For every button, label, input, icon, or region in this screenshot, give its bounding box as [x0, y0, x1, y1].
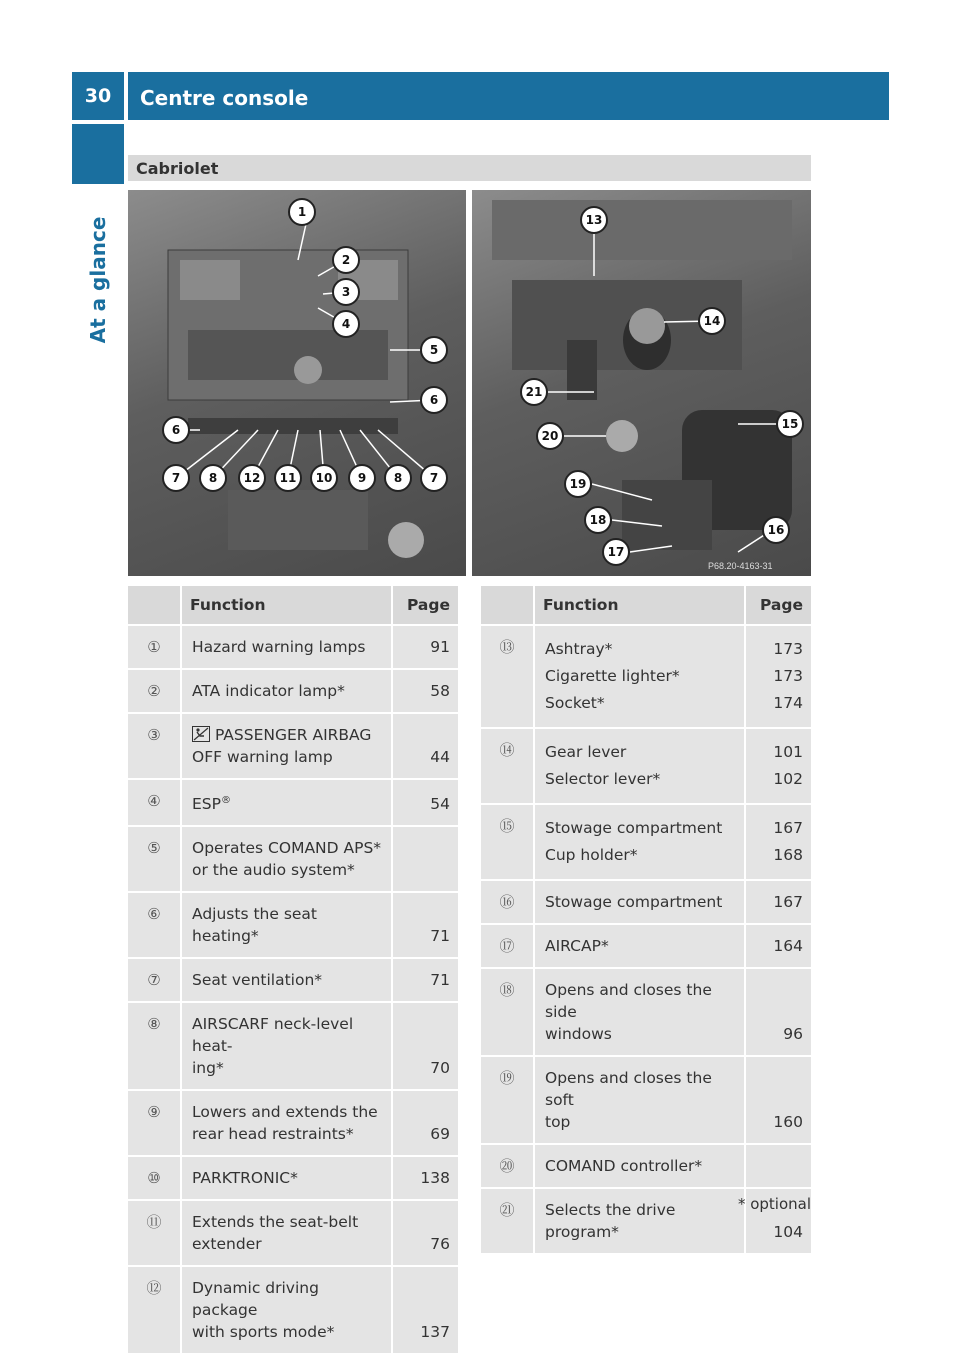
item-number: ⑫: [128, 1267, 180, 1353]
header-number: [481, 586, 533, 624]
item-page: 71: [391, 959, 458, 1001]
function-text: Seat ventilation*: [192, 971, 323, 990]
side-tab-marker: [72, 124, 124, 184]
page-ref: 174: [773, 694, 803, 712]
airbag-off-icon: [192, 726, 210, 742]
table-row: [481, 1057, 811, 1143]
header-function: Function: [180, 586, 391, 624]
table-row: [128, 626, 458, 668]
item-page: [744, 626, 811, 727]
table-row: [481, 969, 811, 1055]
function-text-line: AIRSCARF neck-level heat-: [192, 1015, 354, 1056]
section-title: Cabriolet: [128, 155, 811, 181]
header-function: Function: [533, 586, 744, 624]
page-number: 30: [72, 72, 124, 120]
table-row: [128, 1003, 458, 1089]
table-row: [128, 1091, 458, 1155]
callout-21: 21: [520, 378, 548, 406]
item-number: ⑲: [481, 1057, 533, 1143]
page-ref: 102: [773, 770, 803, 788]
centre-console-photo-rear: [472, 190, 811, 576]
item-function: [533, 729, 744, 803]
item-number: ⑰: [481, 925, 533, 967]
table-row: [481, 729, 811, 803]
item-function: AIRCAP*: [533, 925, 744, 967]
item-function: [180, 714, 391, 778]
callout-9: 9: [348, 464, 376, 492]
item-function: [180, 1267, 391, 1353]
item-number: ⑤: [128, 827, 180, 891]
item-page: [391, 827, 458, 891]
table-row: [128, 893, 458, 957]
function-text-line: Cigarette lighter*: [545, 667, 680, 685]
item-function: [180, 780, 391, 825]
side-tab: [72, 190, 124, 370]
item-function: COMAND controller*: [533, 1145, 744, 1187]
side-tab-label: At a glance: [86, 216, 110, 344]
callout-19: 19: [564, 470, 592, 498]
item-function: Selects the drive program*: [533, 1189, 744, 1253]
function-text-line: Selector lever*: [545, 770, 661, 788]
page-ref: 101: [773, 743, 803, 761]
function-text: PARKTRONIC*: [192, 1169, 298, 1188]
function-text: ATA indicator lamp*: [192, 682, 345, 700]
item-number: ⑯: [481, 881, 533, 923]
item-number: ⑧: [128, 1003, 180, 1089]
item-number: ⑩: [128, 1157, 180, 1199]
callout-20: 20: [536, 422, 564, 450]
callout-16: 16: [762, 516, 790, 544]
callout-6-left: 6: [162, 416, 190, 444]
table-row: [128, 959, 458, 1001]
table-row: [128, 827, 458, 891]
table-row: [481, 626, 811, 727]
item-page: 70: [391, 1003, 458, 1089]
item-page: 137: [391, 1267, 458, 1353]
item-number: ⑭: [481, 729, 533, 803]
function-table-left: [128, 584, 458, 1355]
callout-8-right: 8: [384, 464, 412, 492]
item-function: [533, 626, 744, 727]
page-ref: 167: [773, 819, 803, 837]
item-page: 164: [744, 925, 811, 967]
item-number: ⑮: [481, 805, 533, 879]
callout-4: 4: [332, 310, 360, 338]
header-page: Page: [391, 586, 458, 624]
item-function: [180, 1091, 391, 1155]
function-text-line: rear head restraints*: [192, 1125, 354, 1144]
item-number: ②: [128, 670, 180, 712]
callout-14: 14: [698, 307, 726, 335]
item-function: [180, 626, 391, 668]
item-function: Stowage compartment: [533, 881, 744, 923]
header-number: [128, 586, 180, 624]
photo-illustration: [128, 190, 466, 576]
function-table-right: [481, 584, 811, 1255]
function-text-line: Socket*: [545, 694, 605, 712]
function-text-line: Stowage compartment: [545, 819, 723, 837]
callout-10: 10: [310, 464, 338, 492]
function-text-line: Ashtray*: [545, 640, 613, 658]
function-text-line: Gear lever: [545, 743, 627, 761]
item-page: 167: [744, 881, 811, 923]
callout-1: 1: [288, 198, 316, 226]
function-text-line: windows: [545, 1025, 612, 1043]
item-page: 76: [391, 1201, 458, 1265]
centre-console-photo-front: [128, 190, 466, 576]
page-ref: 173: [773, 667, 803, 685]
item-page: 91: [391, 626, 458, 668]
callout-15: 15: [776, 410, 804, 438]
table-row: [481, 1145, 811, 1187]
function-text: Hazard warning lamps: [192, 638, 366, 656]
item-function: [533, 1057, 744, 1143]
item-function: [180, 1201, 391, 1265]
callout-7-right: 7: [420, 464, 448, 492]
item-function: [533, 805, 744, 879]
item-number: ③: [128, 714, 180, 778]
item-function: [180, 670, 391, 712]
item-function: [180, 893, 391, 957]
item-page: 69: [391, 1091, 458, 1155]
table-row: [128, 1201, 458, 1265]
function-text-line: Dynamic driving package: [192, 1279, 319, 1320]
item-page: [744, 1145, 811, 1187]
item-number: ⑬: [481, 626, 533, 727]
function-text-line: Lowers and extends the: [192, 1103, 378, 1122]
function-text-line: top: [545, 1113, 571, 1131]
function-text-line: Opens and closes the side: [545, 981, 712, 1021]
function-text-line: OFF warning lamp: [192, 748, 333, 766]
photo-code: P68.20-4163-31: [708, 561, 773, 571]
item-page: 160: [744, 1057, 811, 1143]
item-function: [180, 1003, 391, 1089]
table-header-row: [128, 586, 458, 624]
function-text-line: Operates COMAND APS*: [192, 839, 382, 858]
registered-mark: ®: [220, 795, 231, 806]
function-text: Adjusts the seat heating*: [192, 905, 318, 946]
item-number: ⑳: [481, 1145, 533, 1187]
callout-2: 2: [332, 246, 360, 274]
function-text: [192, 724, 385, 746]
item-number: ⑪: [128, 1201, 180, 1265]
callout-13: 13: [580, 206, 608, 234]
callout-12: 12: [238, 464, 266, 492]
callout-5: 5: [420, 336, 448, 364]
function-text: ESP: [192, 795, 221, 814]
item-number: ⑦: [128, 959, 180, 1001]
callout-6-right: 6: [420, 386, 448, 414]
item-page: [744, 729, 811, 803]
table-row: [128, 670, 458, 712]
page-title: Centre console: [128, 72, 889, 120]
item-page: 96: [744, 969, 811, 1055]
callout-8-left: 8: [199, 464, 227, 492]
callout-11: 11: [274, 464, 302, 492]
item-number: ⑨: [128, 1091, 180, 1155]
function-text-line: Cup holder*: [545, 846, 638, 864]
function-text-line: PASSENGER AIRBAG: [214, 726, 372, 744]
callout-3: 3: [332, 278, 360, 306]
function-text-line: with sports mode*: [192, 1323, 335, 1342]
item-function: [180, 827, 391, 891]
item-function: [533, 969, 744, 1055]
item-function: [180, 959, 391, 1001]
item-number: ⑱: [481, 969, 533, 1055]
table-row: [128, 714, 458, 778]
callout-7-left: 7: [162, 464, 190, 492]
footer-note: * optional: [737, 1195, 811, 1213]
item-page: 104: [744, 1189, 811, 1253]
table-row: [128, 1157, 458, 1199]
table-row: [128, 1267, 458, 1353]
table-row: [481, 881, 811, 923]
page-ref: 168: [773, 846, 803, 864]
function-text-line: Extends the seat-belt: [192, 1213, 359, 1232]
item-page: 54: [391, 780, 458, 825]
item-function: [180, 1157, 391, 1199]
header-page: Page: [744, 586, 811, 624]
table-header-row: [481, 586, 811, 624]
page-ref: 173: [773, 640, 803, 658]
item-number: ①: [128, 626, 180, 668]
callout-17: 17: [602, 538, 630, 566]
item-page: 58: [391, 670, 458, 712]
table-row: [481, 805, 811, 879]
function-text-line: or the audio system*: [192, 861, 355, 880]
function-text-line: Opens and closes the soft: [545, 1069, 712, 1109]
item-number: ④: [128, 780, 180, 825]
table-row: [481, 925, 811, 967]
function-text-line: ing*: [192, 1059, 224, 1078]
function-text-line: extender: [192, 1235, 262, 1254]
item-page: 138: [391, 1157, 458, 1199]
item-page: 44: [391, 714, 458, 778]
item-page: 71: [391, 893, 458, 957]
table-row: [128, 780, 458, 825]
callout-18: 18: [584, 506, 612, 534]
item-number: ⑥: [128, 893, 180, 957]
item-number: ㉑: [481, 1189, 533, 1253]
item-page: [744, 805, 811, 879]
